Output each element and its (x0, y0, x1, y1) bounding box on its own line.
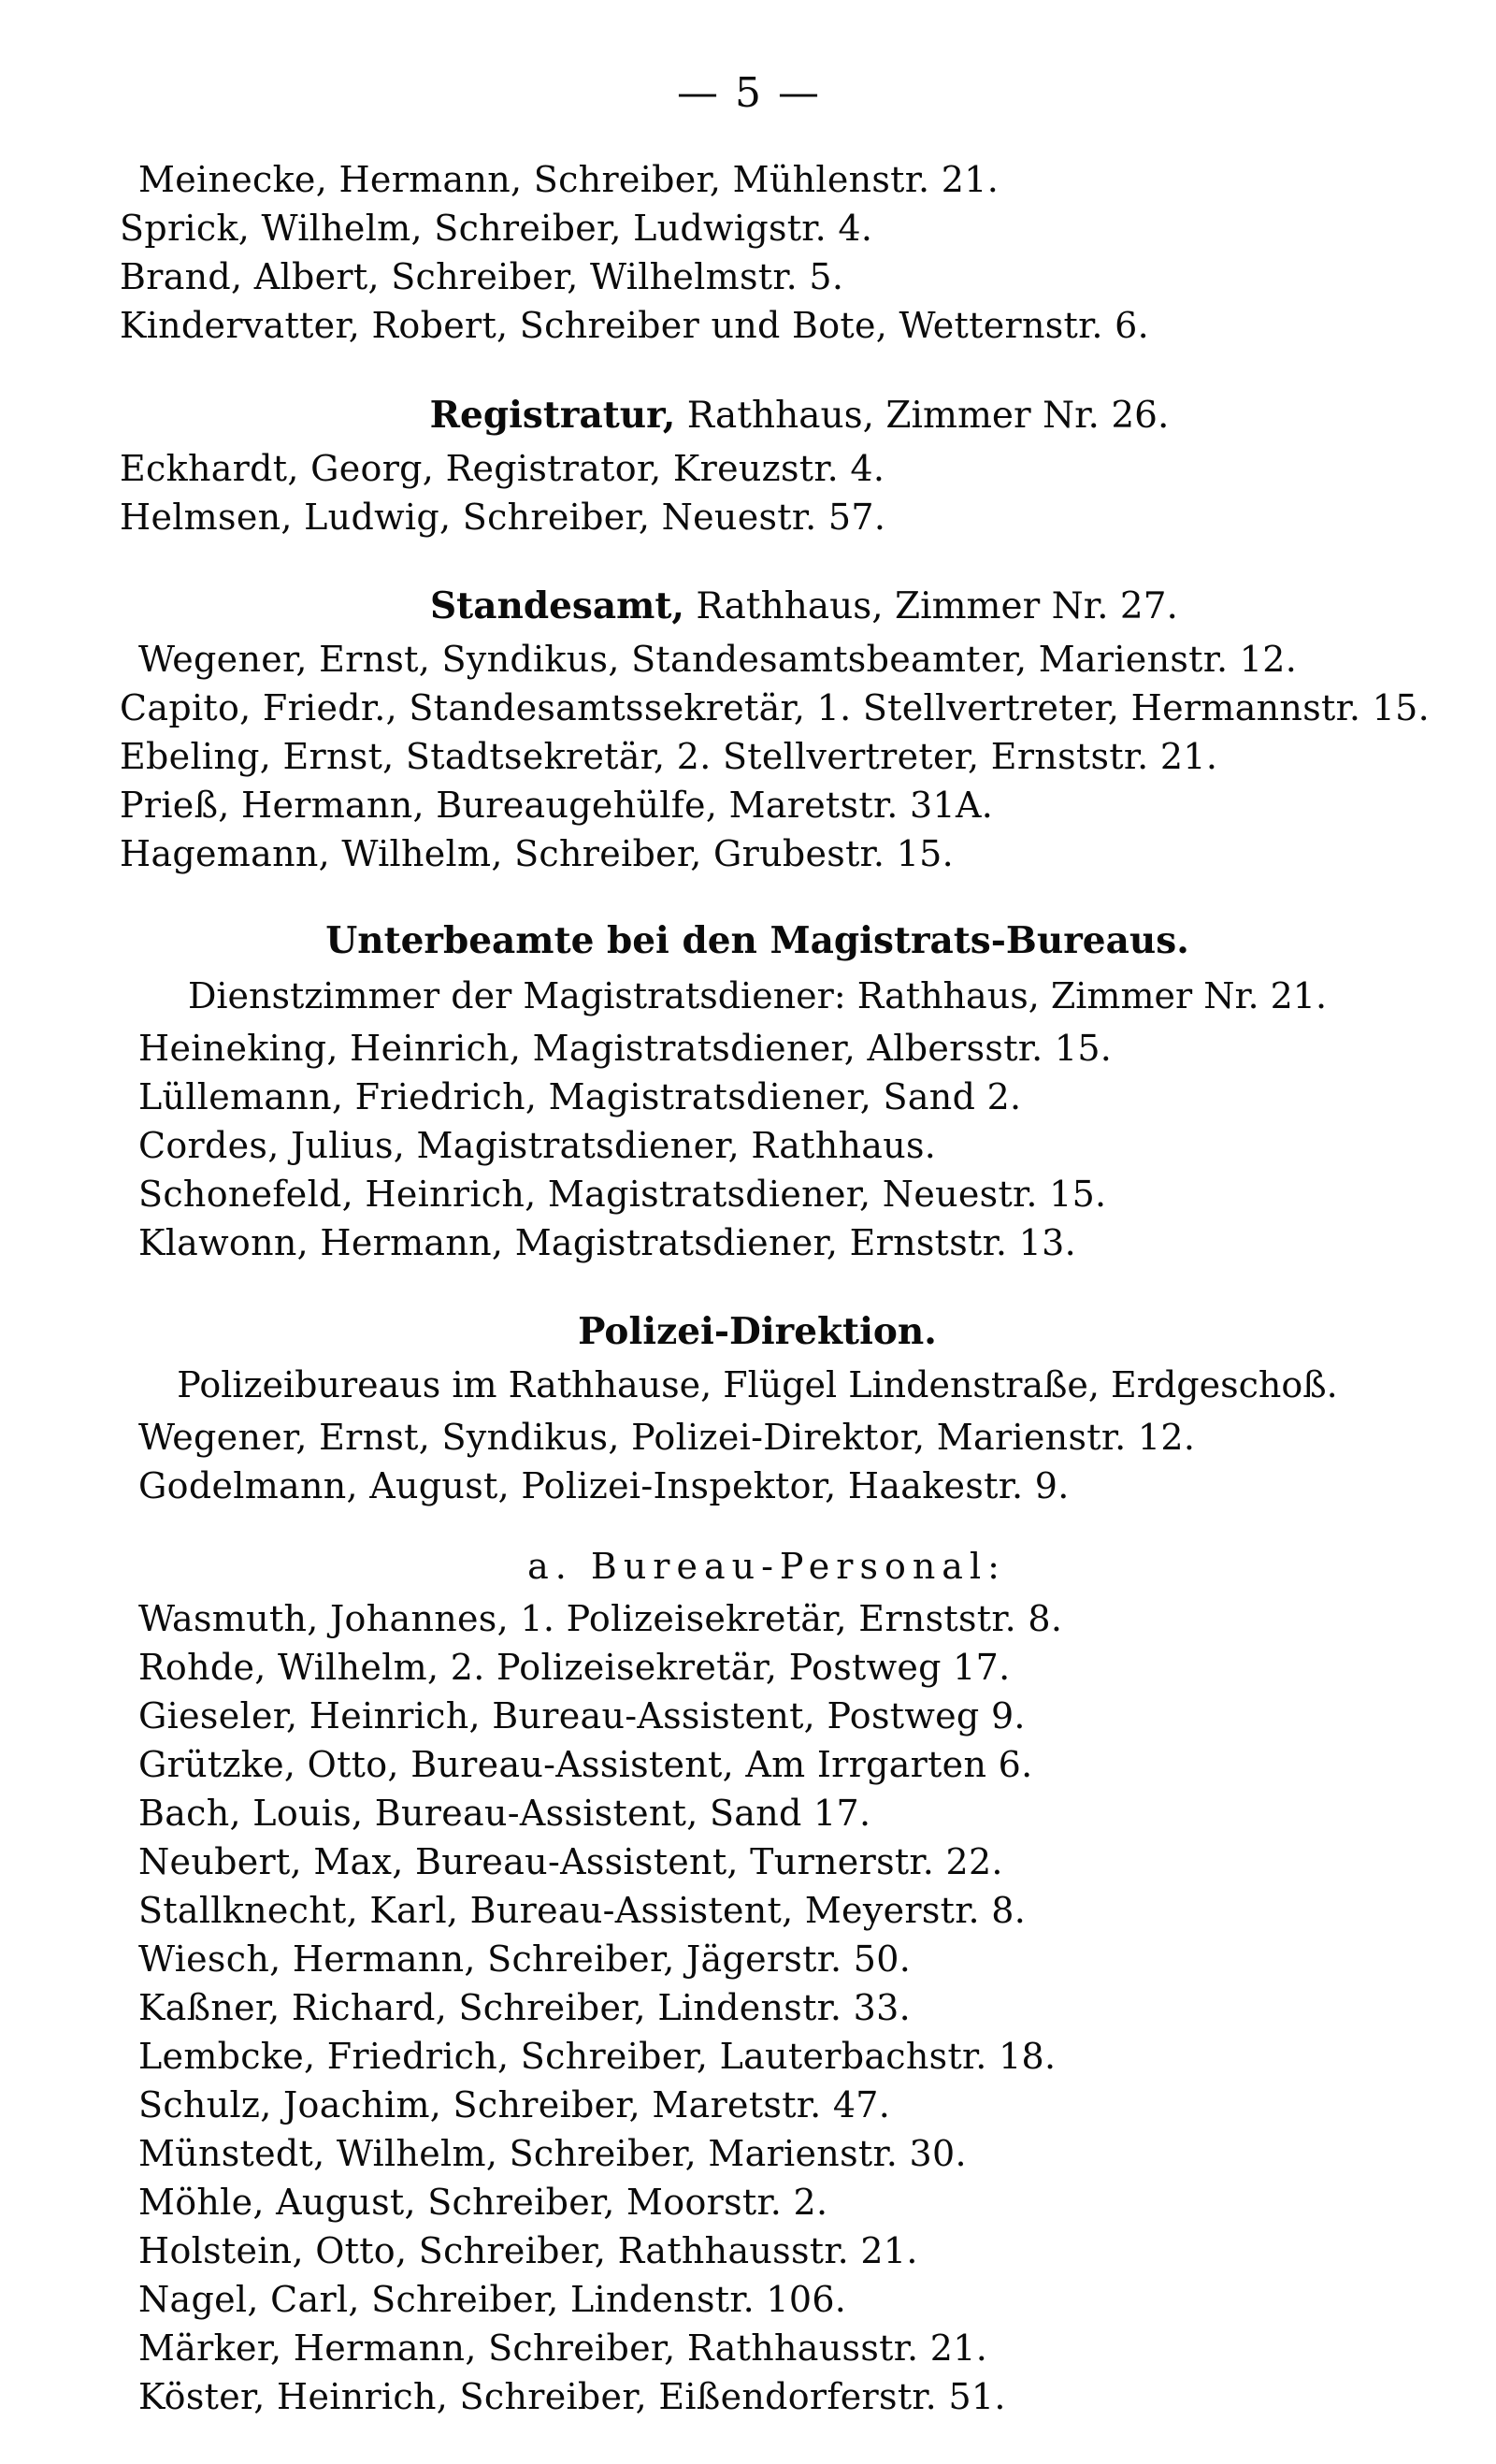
list-item: Wegener, Ernst, Syndikus, Standesamtsbeamter, Marienstr. 12. (138, 639, 1298, 680)
section-subtitle-unterbeamte: Dienstzimmer der Magistratsdiener: Rathhaus, Zimmer Nr. 21. (187, 975, 1328, 1016)
list-item: Stallknecht, Karl, Bureau-Assistent, Meyerstr. 8. (138, 1890, 1027, 1931)
list-item: Ebeling, Ernst, Stadtsekretär, 2. Stellvertreter, Ernststr. 21. (120, 736, 1218, 777)
list-item: Gieseler, Heinrich, Bureau-Assistent, Postweg 9. (138, 1695, 1026, 1736)
list-item: Prieß, Hermann, Bureaugehülfe, Maretstr. 31A. (120, 785, 994, 826)
list-item: Meinecke, Hermann, Schreiber, Mühlenstr. 21. (138, 159, 1000, 200)
list-item: Cordes, Julius, Magistratsdiener, Rathhaus. (138, 1125, 937, 1166)
list-item: Helmsen, Ludwig, Schreiber, Neuestr. 57. (120, 497, 886, 538)
list-item: Schulz, Joachim, Schreiber, Maretstr. 47. (138, 2084, 891, 2125)
section-heading-unterbeamte: Unterbeamte bei den Magistrats-Bureaus. (325, 919, 1189, 962)
list-item: Kindervatter, Robert, Schreiber und Bote, Wetternstr. 6. (120, 305, 1150, 346)
list-item: Wiesch, Hermann, Schreiber, Jägerstr. 50. (138, 1938, 912, 1980)
section-heading-polizei: Polizei-Direktion. (578, 1310, 937, 1353)
list-item: Hagemann, Wilhelm, Schreiber, Grubestr. 15. (120, 833, 955, 874)
page-number: — 5 — (677, 69, 819, 117)
list-item: Märker, Hermann, Schreiber, Rathhausstr. 21. (138, 2327, 988, 2369)
section-subtitle-polizei: Polizeibureaus im Rathhause, Flügel Lindenstraße, Erdgeschoß. (177, 1364, 1338, 1405)
list-item: Brand, Albert, Schreiber, Wilhelmstr. 5. (120, 256, 844, 297)
list-item: Bach, Louis, Bureau-Assistent, Sand 17. (138, 1793, 871, 1834)
list-item: Schonefeld, Heinrich, Magistratsdiener, Neuestr. 15. (138, 1174, 1107, 1215)
list-item: Wegener, Ernst, Syndikus, Polizei-Direktor, Marienstr. 12. (138, 1417, 1196, 1458)
subsection-heading-bureau-personal: a. Bureau-Personal: (527, 1546, 1006, 1587)
list-item: Lüllemann, Friedrich, Magistratsdiener, Sand 2. (138, 1076, 1022, 1117)
list-item: Münstedt, Wilhelm, Schreiber, Marienstr. 30. (138, 2133, 967, 2174)
list-item: Klawonn, Hermann, Magistratsdiener, Ernststr. 13. (138, 1222, 1076, 1263)
list-item: Holstein, Otto, Schreiber, Rathhausstr. 21. (138, 2230, 918, 2271)
section-heading-registratur: Registratur, Rathhaus, Zimmer Nr. 26. (429, 394, 1170, 437)
list-item: Wasmuth, Johannes, 1. Polizeisekretär, Ernststr. 8. (138, 1598, 1063, 1639)
list-item: Kaßner, Richard, Schreiber, Lindenstr. 33. (138, 1987, 912, 2028)
list-item: Rohde, Wilhelm, 2. Polizeisekretär, Postweg 17. (138, 1647, 1011, 1688)
list-item: Möhle, August, Schreiber, Moorstr. 2. (138, 2182, 828, 2223)
list-item: Heineking, Heinrich, Magistratsdiener, Albersstr. 15. (138, 1028, 1113, 1069)
list-item: Grützke, Otto, Bureau-Assistent, Am Irrgarten 6. (138, 1744, 1033, 1785)
section-heading-standesamt: Standesamt, Rathhaus, Zimmer Nr. 27. (430, 584, 1178, 627)
list-item: Eckhardt, Georg, Registrator, Kreuzstr. 4. (120, 448, 885, 489)
list-item: Nagel, Carl, Schreiber, Lindenstr. 106. (138, 2279, 847, 2320)
list-item: Lembcke, Friedrich, Schreiber, Lauterbachstr. 18. (138, 2036, 1057, 2077)
list-item: Sprick, Wilhelm, Schreiber, Ludwigstr. 4. (120, 208, 873, 249)
list-item: Godelmann, August, Polizei-Inspektor, Haakestr. 9. (138, 1465, 1070, 1506)
list-item: Capito, Friedr., Standesamtssekretär, 1. Stellvertreter, Hermannstr. 15. (120, 687, 1430, 728)
list-item: Köster, Heinrich, Schreiber, Eißendorferstr. 51. (138, 2376, 1006, 2417)
list-item: Neubert, Max, Bureau-Assistent, Turnerstr. 22. (138, 1841, 1003, 1882)
